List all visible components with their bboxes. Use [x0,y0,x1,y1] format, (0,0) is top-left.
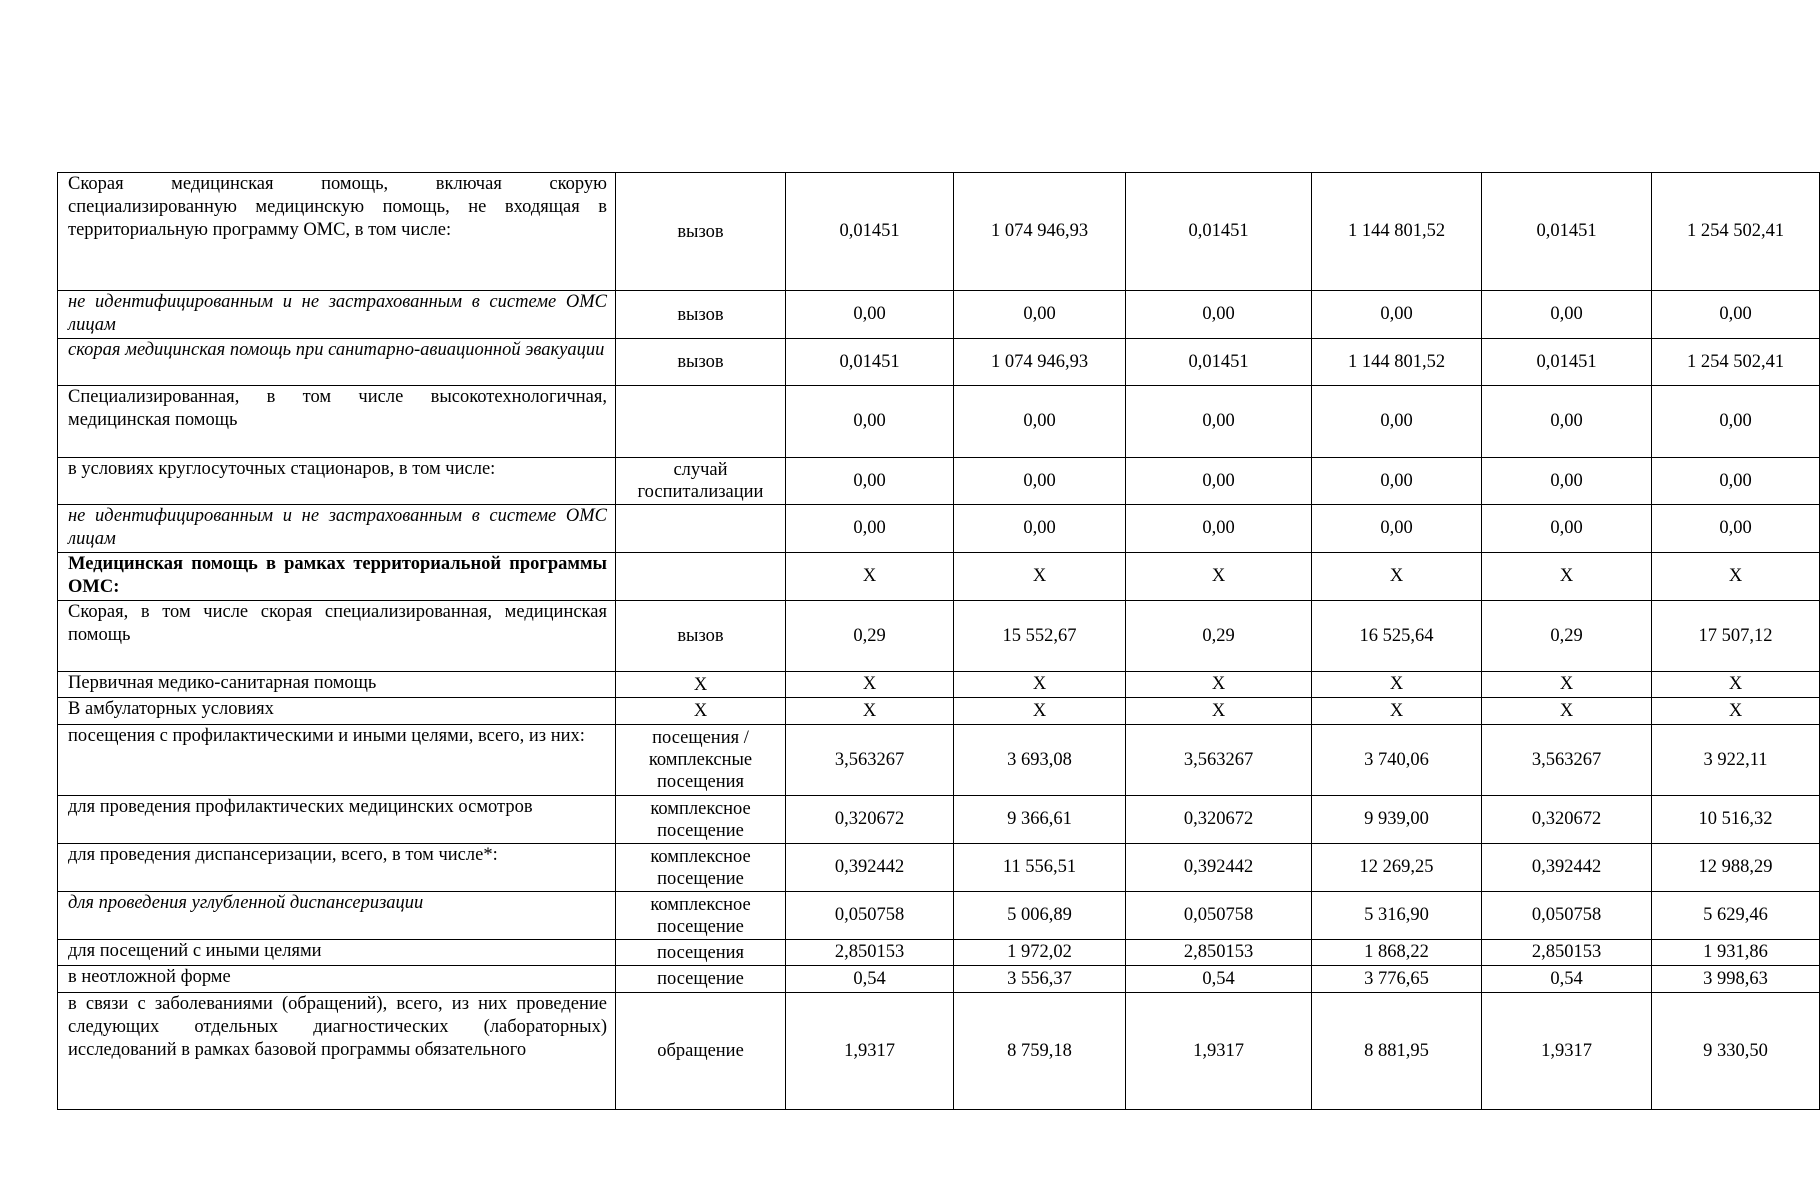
value-cell: 3 776,65 [1312,966,1482,993]
unit-cell [616,553,786,601]
value-cell: 10 516,32 [1652,796,1820,844]
row-label: Медицинская помощь в рамках территориальной программы ОМС: [58,553,616,601]
table-row [58,725,1820,796]
value-cell: 8 881,95 [1312,993,1482,1110]
value-cell: X [1652,553,1820,601]
value-cell: X [1652,698,1820,725]
value-cell: 0,00 [1652,386,1820,458]
value-cell: 0,050758 [786,892,954,940]
value-cell: 0,392442 [1482,844,1652,892]
unit-cell: обращение [616,993,786,1110]
value-cell: 0,00 [1482,505,1652,553]
value-cell: 0,320672 [1482,796,1652,844]
value-cell: 0,01451 [1482,339,1652,386]
row-label: в неотложной форме [58,966,616,993]
value-cell: 0,00 [1482,291,1652,339]
value-cell: 1 074 946,93 [954,173,1126,291]
table-row [58,940,1820,966]
row-label: Скорая медицинская помощь, включая скорую специализированную медицинскую помощь, не входящая в территориальную программу ОМС, в том числе: [58,173,616,291]
unit-cell: вызов [616,291,786,339]
table-row [58,601,1820,672]
value-cell: 0,01451 [1126,173,1312,291]
value-cell: 1 074 946,93 [954,339,1126,386]
value-cell: X [1126,672,1312,698]
value-cell: 0,01451 [786,173,954,291]
row-label: для проведения профилактических медицинских осмотров [58,796,616,844]
unit-cell: комплексное посещение [616,844,786,892]
value-cell: 0,00 [1652,505,1820,553]
value-cell: 0,00 [954,386,1126,458]
value-cell: 16 525,64 [1312,601,1482,672]
table-body [58,173,1820,1110]
value-cell: 3 556,37 [954,966,1126,993]
value-cell: 1 868,22 [1312,940,1482,966]
row-label: не идентифицированным и не застрахованным в системе ОМС лицам [58,505,616,553]
table-row [58,291,1820,339]
unit-cell: X [616,698,786,725]
value-cell: 1 972,02 [954,940,1126,966]
value-cell: 12 988,29 [1652,844,1820,892]
value-cell: 17 507,12 [1652,601,1820,672]
value-cell: 2,850153 [786,940,954,966]
value-cell: X [954,553,1126,601]
value-cell: X [954,672,1126,698]
value-cell: 1,9317 [1482,993,1652,1110]
value-cell: 0,320672 [786,796,954,844]
financing-table [57,172,1820,1110]
value-cell: 0,00 [954,291,1126,339]
table-row [58,173,1820,291]
value-cell: 0,00 [1126,291,1312,339]
row-label: для посещений с иными целями [58,940,616,966]
table-row [58,966,1820,993]
unit-cell: вызов [616,601,786,672]
value-cell: 9 330,50 [1652,993,1820,1110]
value-cell: 1 144 801,52 [1312,173,1482,291]
value-cell: 3,563267 [1126,725,1312,796]
value-cell: 0,00 [1652,291,1820,339]
value-cell: 0,01451 [786,339,954,386]
value-cell: 8 759,18 [954,993,1126,1110]
table-row [58,698,1820,725]
value-cell: 0,00 [1312,386,1482,458]
unit-cell: вызов [616,173,786,291]
row-label: Специализированная, в том числе высокотехнологичная, медицинская помощь [58,386,616,458]
value-cell: X [786,698,954,725]
value-cell: 1 931,86 [1652,940,1820,966]
value-cell: 0,320672 [1126,796,1312,844]
value-cell: 0,00 [1126,458,1312,505]
value-cell: 3,563267 [1482,725,1652,796]
value-cell: 0,050758 [1482,892,1652,940]
row-label: не идентифицированным и не застрахованным в системе ОМС лицам [58,291,616,339]
value-cell: 0,01451 [1126,339,1312,386]
value-cell: 3 922,11 [1652,725,1820,796]
value-cell: 2,850153 [1482,940,1652,966]
value-cell: 12 269,25 [1312,844,1482,892]
table-row [58,553,1820,601]
value-cell: X [1312,672,1482,698]
table-row [58,386,1820,458]
unit-cell [616,386,786,458]
value-cell: 0,54 [1482,966,1652,993]
value-cell: 1 254 502,41 [1652,173,1820,291]
unit-cell: комплексное посещение [616,796,786,844]
value-cell: 3 693,08 [954,725,1126,796]
value-cell: 11 556,51 [954,844,1126,892]
value-cell: 0,00 [1126,505,1312,553]
value-cell: 15 552,67 [954,601,1126,672]
unit-cell: посещение [616,966,786,993]
row-label: в условиях круглосуточных стационаров, в том числе: [58,458,616,505]
value-cell: X [1482,698,1652,725]
value-cell: 0,00 [1312,458,1482,505]
unit-cell: посещения / комплексные посещения [616,725,786,796]
value-cell: 1 144 801,52 [1312,339,1482,386]
table-row [58,844,1820,892]
value-cell: X [1126,698,1312,725]
value-cell: 0,54 [786,966,954,993]
value-cell: 0,392442 [1126,844,1312,892]
value-cell: 0,00 [1482,386,1652,458]
value-cell: 0,392442 [786,844,954,892]
value-cell: 0,01451 [1482,173,1652,291]
value-cell: 0,00 [1652,458,1820,505]
unit-cell: комплексное посещение [616,892,786,940]
table-row [58,892,1820,940]
value-cell: 0,00 [954,505,1126,553]
value-cell: 0,00 [786,386,954,458]
value-cell: 0,29 [1126,601,1312,672]
value-cell: 1,9317 [1126,993,1312,1110]
value-cell: X [786,553,954,601]
value-cell: 0,00 [1126,386,1312,458]
unit-cell: X [616,672,786,698]
value-cell: X [1482,672,1652,698]
value-cell: 9 366,61 [954,796,1126,844]
unit-cell: посещения [616,940,786,966]
value-cell: 3 998,63 [1652,966,1820,993]
table-row [58,993,1820,1110]
row-label: посещения с профилактическими и иными целями, всего, из них: [58,725,616,796]
value-cell: X [1126,553,1312,601]
value-cell: 0,29 [786,601,954,672]
value-cell: 0,050758 [1126,892,1312,940]
value-cell: 0,00 [954,458,1126,505]
value-cell: X [1482,553,1652,601]
value-cell: 0,54 [1126,966,1312,993]
row-label: для проведения диспансеризации, всего, в том числе*: [58,844,616,892]
value-cell: 0,00 [1312,291,1482,339]
value-cell: 0,00 [786,291,954,339]
row-label: скорая медицинская помощь при санитарно-авиационной эвакуации [58,339,616,386]
value-cell: 9 939,00 [1312,796,1482,844]
value-cell: 1 254 502,41 [1652,339,1820,386]
table-row [58,339,1820,386]
unit-cell: случай госпитализации [616,458,786,505]
row-label: В амбулаторных условиях [58,698,616,725]
value-cell: 3 740,06 [1312,725,1482,796]
row-label [58,993,616,1110]
table-row [58,505,1820,553]
value-cell: 0,00 [786,505,954,553]
row-label: Скорая, в том числе скорая специализированная, медицинская помощь [58,601,616,672]
value-cell: X [1312,553,1482,601]
unit-cell [616,505,786,553]
row-label: Первичная медико-санитарная помощь [58,672,616,698]
value-cell: 0,00 [786,458,954,505]
value-cell: 5 629,46 [1652,892,1820,940]
value-cell: 0,29 [1482,601,1652,672]
table-row [58,458,1820,505]
value-cell: 5 006,89 [954,892,1126,940]
value-cell: X [1652,672,1820,698]
value-cell: X [954,698,1126,725]
value-cell: 5 316,90 [1312,892,1482,940]
value-cell: 0,00 [1312,505,1482,553]
value-cell: 2,850153 [1126,940,1312,966]
table-row [58,672,1820,698]
value-cell: 1,9317 [786,993,954,1110]
row-label-text: в связи с заболеваниями (обращений), всего, из них проведение следующих отдельных диагностических (лабораторных) исследований в рамках базовой программы обязательного [68,994,607,1060]
value-cell: 3,563267 [786,725,954,796]
row-label: для проведения углубленной диспансеризации [58,892,616,940]
table-row [58,796,1820,844]
value-cell: X [786,672,954,698]
value-cell: X [1312,698,1482,725]
unit-cell: вызов [616,339,786,386]
value-cell: 0,00 [1482,458,1652,505]
